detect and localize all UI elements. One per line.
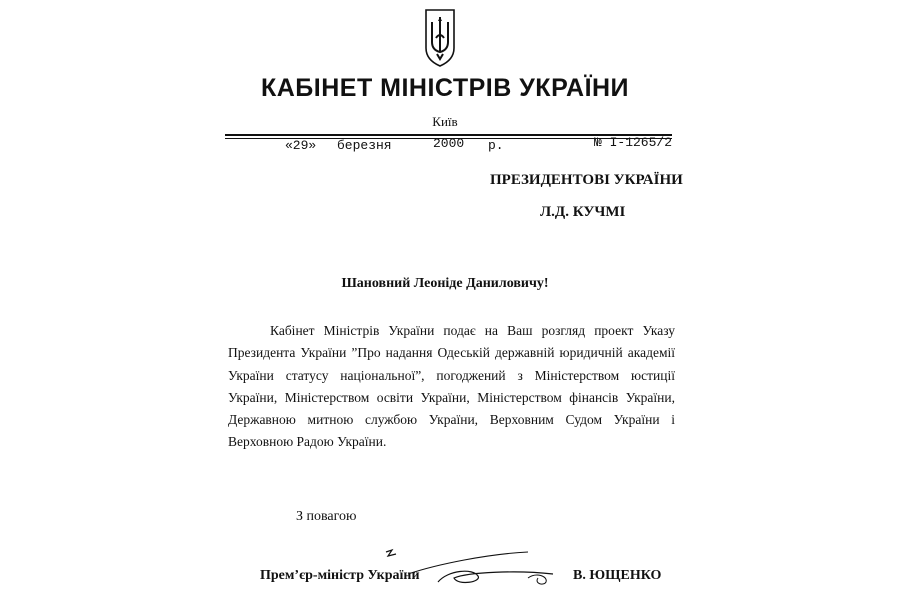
closing-phrase: З повагою xyxy=(296,509,357,524)
letter-body: Кабінет Міністрів України подає на Ваш розгляд проект Указу Президента України ”Про надання Одеській державній юридичній академії України статусу національної”, погоджений з Міністерством юстиції України, Міністерством освіти України, Міністерством фінансів України, Державною митною службою України, Верховним Судом України і Верховною Радою України. xyxy=(228,323,675,450)
handwritten-signature xyxy=(378,542,568,592)
salutation: Шановний Леоніде Даниловичу! xyxy=(341,276,549,291)
date-month: березня xyxy=(337,138,392,153)
date-day: «29» xyxy=(285,138,317,153)
signer-name: В. ЮЩЕНКО xyxy=(573,568,662,583)
date-year: 2000 xyxy=(433,136,465,151)
date-year-suffix: р. xyxy=(488,138,504,153)
city-label: Київ xyxy=(432,114,458,129)
addressee-title: ПРЕЗИДЕНТОВІ УКРАЇНИ xyxy=(490,172,683,188)
coat-of-arms-icon xyxy=(420,8,460,68)
addressee-name: Л.Д. КУЧМІ xyxy=(540,204,626,220)
document-number: № І-1265/2 xyxy=(594,135,673,150)
signer-title: Прем’єр-міністр України xyxy=(260,568,420,583)
organization-title: КАБІНЕТ МІНІСТРІВ УКРАЇНИ xyxy=(260,74,630,102)
